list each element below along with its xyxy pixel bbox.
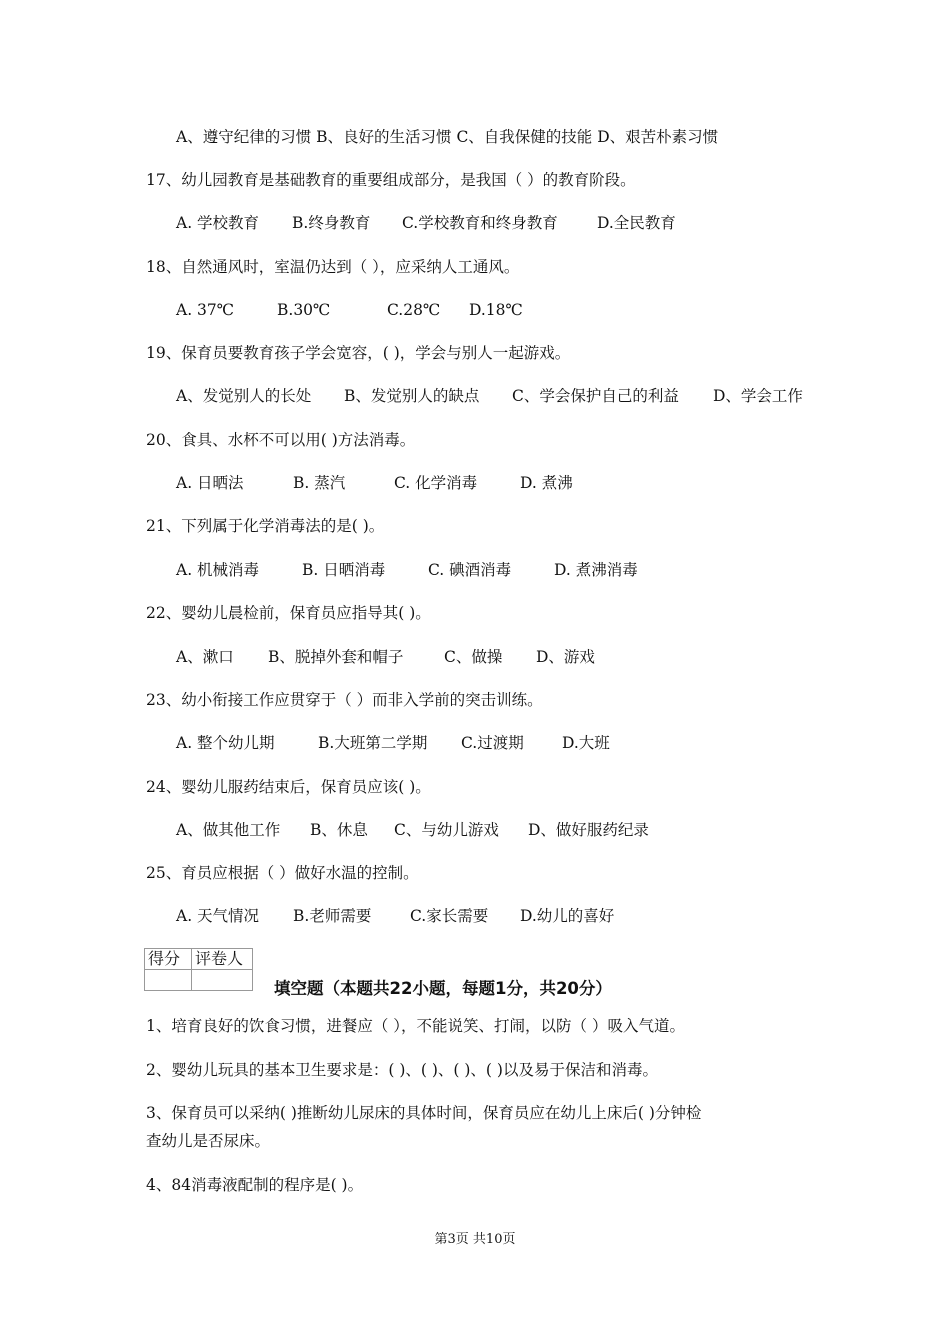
section-title: 填空题（本题共22小题，每题1分，共20分）	[274, 979, 612, 998]
option-b: B.30℃	[277, 301, 331, 319]
option-c: C、与幼儿游戏	[394, 821, 499, 839]
option-b: B.终身教育	[292, 214, 371, 232]
option-c: C、做操	[444, 648, 503, 666]
q16-options	[176, 127, 718, 147]
option-c: C、学会保护自己的利益	[512, 387, 679, 405]
q20-options	[176, 473, 573, 493]
fill-blank-2: 2、婴幼儿玩具的基本卫生要求是：( )、( )、( )、( )以及易于保洁和消毒。	[146, 1061, 658, 1079]
option-c: C. 碘酒消毒	[428, 561, 512, 579]
option-d: D.全民教育	[597, 214, 676, 232]
option-b: B、脱掉外套和帽子	[268, 648, 404, 666]
option-a: A. 整个幼儿期	[176, 734, 275, 752]
option-a: A、漱口	[176, 648, 234, 666]
grader-label: 评卷人	[192, 949, 253, 970]
option-b: B.大班第二学期	[318, 734, 428, 752]
option-b: B. 日晒消毒	[302, 561, 386, 579]
question-25: 25、育员应根据（ ）做好水温的控制。	[146, 864, 419, 882]
score-cell	[145, 970, 192, 991]
question-17: 17、幼儿园教育是基础教育的重要组成部分，是我国（ ）的教育阶段。	[146, 171, 636, 189]
q17-options	[176, 213, 676, 233]
option-line: A、遵守纪律的习惯 B、良好的生活习惯 C、自我保健的技能 D、艰苦朴素习惯	[176, 128, 719, 146]
score-table	[144, 948, 253, 991]
page-number: 第3页 共10页	[434, 1232, 516, 1247]
option-b: B、休息	[310, 821, 368, 839]
grader-cell	[192, 970, 253, 991]
option-a: A. 37℃	[176, 301, 235, 319]
question-23: 23、幼小衔接工作应贯穿于（ ）而非入学前的突击训练。	[146, 691, 543, 709]
option-d: D. 煮沸	[520, 474, 573, 492]
fill-blank-4: 4、84消毒液配制的程序是( )。	[146, 1176, 364, 1194]
option-a: A、做其他工作	[176, 821, 281, 839]
question-22: 22、婴幼儿晨检前，保育员应指导其( )。	[146, 604, 431, 622]
q21-options	[176, 560, 638, 580]
q23-options	[176, 733, 610, 753]
question-19: 19、保育员要教育孩子学会宽容，( )，学会与别人一起游戏。	[146, 344, 571, 362]
option-a: A. 学校教育	[176, 214, 260, 232]
score-label: 得分	[145, 949, 192, 970]
fill-blank-1: 1、培育良好的饮食习惯，进餐应（ ），不能说笑、打闹，以防（ ）吸入气道。	[146, 1017, 685, 1035]
q22-options	[176, 647, 595, 667]
option-a: A. 日晒法	[176, 474, 244, 492]
fill-blank-3-cont: 查幼儿是否尿床。	[146, 1132, 271, 1150]
question-18: 18、自然通风时，室温仍达到（ ），应采纳人工通风。	[146, 258, 520, 276]
option-c: C.学校教育和终身教育	[402, 214, 558, 232]
option-a: A. 天气情况	[176, 907, 260, 925]
q19-options	[176, 386, 803, 406]
q24-options	[176, 820, 649, 840]
option-c: C.28℃	[387, 301, 441, 319]
option-a: A、发觉别人的长处	[176, 387, 312, 405]
option-d: D. 煮沸消毒	[554, 561, 638, 579]
option-d: D、学会工作	[713, 387, 803, 405]
option-d: D.幼儿的喜好	[520, 907, 615, 925]
option-d: D、游戏	[536, 648, 595, 666]
question-21: 21、下列属于化学消毒法的是( )。	[146, 517, 385, 535]
fill-blank-3: 3、保育员可以采纳( )推断幼儿尿床的具体时间，保育员应在幼儿上床后( )分钟检	[146, 1104, 702, 1122]
option-c: C. 化学消毒	[394, 474, 478, 492]
option-d: D、做好服药纪录	[528, 821, 649, 839]
question-24: 24、婴幼儿服药结束后，保育员应该( )。	[146, 778, 431, 796]
option-b: B.老师需要	[293, 907, 372, 925]
question-20: 20、食具、水杯不可以用( )方法消毒。	[146, 431, 416, 449]
option-d: D.18℃	[469, 301, 523, 319]
score-table-blank-row	[145, 970, 253, 991]
option-c: C.家长需要	[410, 907, 489, 925]
q25-options	[176, 906, 614, 926]
score-table-header	[145, 949, 253, 970]
option-b: B、发觉别人的缺点	[344, 387, 480, 405]
option-c: C.过渡期	[461, 734, 524, 752]
option-d: D.大班	[562, 734, 610, 752]
option-b: B. 蒸汽	[293, 474, 346, 492]
q18-options	[176, 300, 523, 320]
option-a: A. 机械消毒	[176, 561, 260, 579]
